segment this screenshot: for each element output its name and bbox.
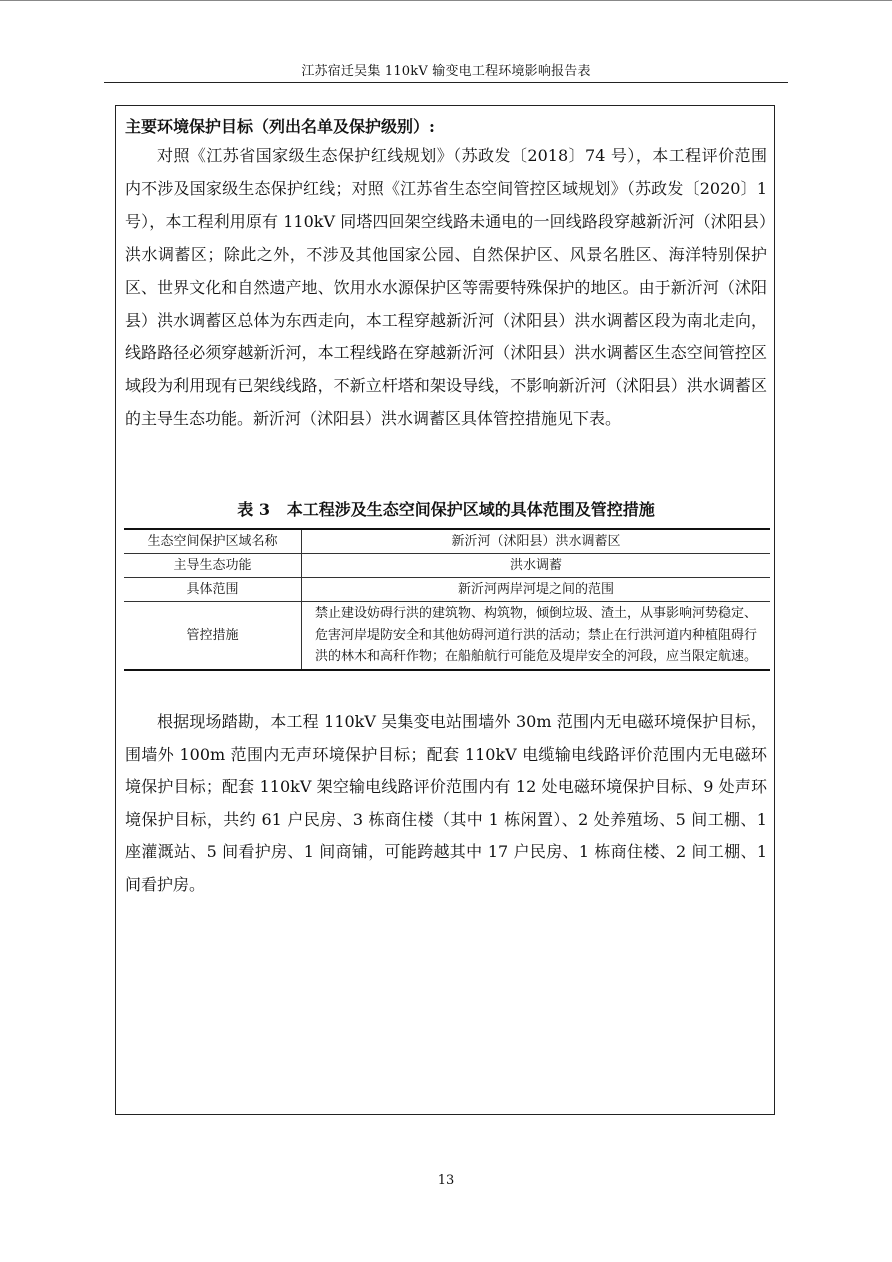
header-rule	[104, 82, 788, 83]
table-row	[124, 529, 770, 554]
row-label: 生态空间保护区域名称	[124, 529, 302, 554]
row-value: 新沂河两岸河堤之间的范围	[302, 578, 771, 602]
running-header: 江苏宿迁吴集 110kV 输变电工程环境影响报告表	[301, 64, 591, 79]
table-caption: 表 3 本工程涉及生态空间保护区域的具体范围及管控措施	[237, 500, 655, 519]
intro-paragraph: 对照《江苏省国家级生态保护红线规划》（苏政发〔2018〕74 号），本工程评价范围内不涉及国家级生态保护红线；对照《江苏省生态空间管控区域规划》（苏政发〔2020〕1 号），本工程利用原有 110kV 同塔四回架空线路未通电的一回线路段穿越新沂河（沭阳县）洪水调蓄区；除此之外，不涉及其他国家公园、自然保护区、风景名胜区、海洋特别保护区、世界文化和自然遗产地、饮用水水源保护区等需要特殊保护的地区。由于新沂河（沭阳县）洪水调蓄区总体为东西走向，本工程穿越新沂河（沭阳县）洪水调蓄区段为南北走向，线路路径必须穿越新沂河，本工程线路在穿越新沂河（沭阳县）洪水调蓄区生态空间管控区域段为利用现有已架线线路，不新立杆塔和架设导线，不影响新沂河（沭阳县）洪水调蓄区的主导生态功能。新沂河（沭阳县）洪水调蓄区具体管控措施见下表。	[125, 146, 767, 429]
row-label: 主导生态功能	[124, 554, 302, 578]
table-row	[124, 554, 770, 578]
section-heading: 主要环境保护目标（列出名单及保护级别）:	[125, 117, 435, 136]
row-label: 管控措施	[124, 602, 302, 670]
row-value: 洪水调蓄	[302, 554, 771, 578]
survey-paragraph: 根据现场踏勘，本工程 110kV 吴集变电站围墙外 30m 范围内无电磁环境保护目标，围墙外 100m 范围内无声环境保护目标；配套 110kV 电缆输电线路评价范围内无电磁环境保护目标；配套 110kV 架空输电线路评价范围内有 12 处电磁环境保护目标、9 处声环境保护目标，共约 61 户民房、3 栋商住楼（其中 1 栋闲置）、2 处养殖场、5 间工棚、1 座灌溉站、5 间看护房、1 间商铺，可能跨越其中 17 户民房、1 栋商住楼、2 间工棚、1 间看护房。	[125, 712, 767, 894]
row-value: 新沂河（沭阳县）洪水调蓄区	[302, 529, 771, 554]
page-number: 13	[437, 1173, 455, 1188]
row-value: 禁止建设妨碍行洪的建筑物、构筑物，倾倒垃圾、渣土，从事影响河势稳定、危害河岸堤防安全和其他妨碍河道行洪的活动；禁止在行洪河道内种植阻碍行洪的林木和高秆作物；在船舶航行可能危及堤岸安全的河段，应当限定航速。	[302, 602, 771, 670]
top-border-line	[0, 0, 892, 1]
table-row	[124, 578, 770, 602]
content-frame	[115, 105, 775, 1115]
row-label: 具体范围	[124, 578, 302, 602]
protection-zone-table	[124, 528, 770, 671]
table-row	[124, 602, 770, 670]
